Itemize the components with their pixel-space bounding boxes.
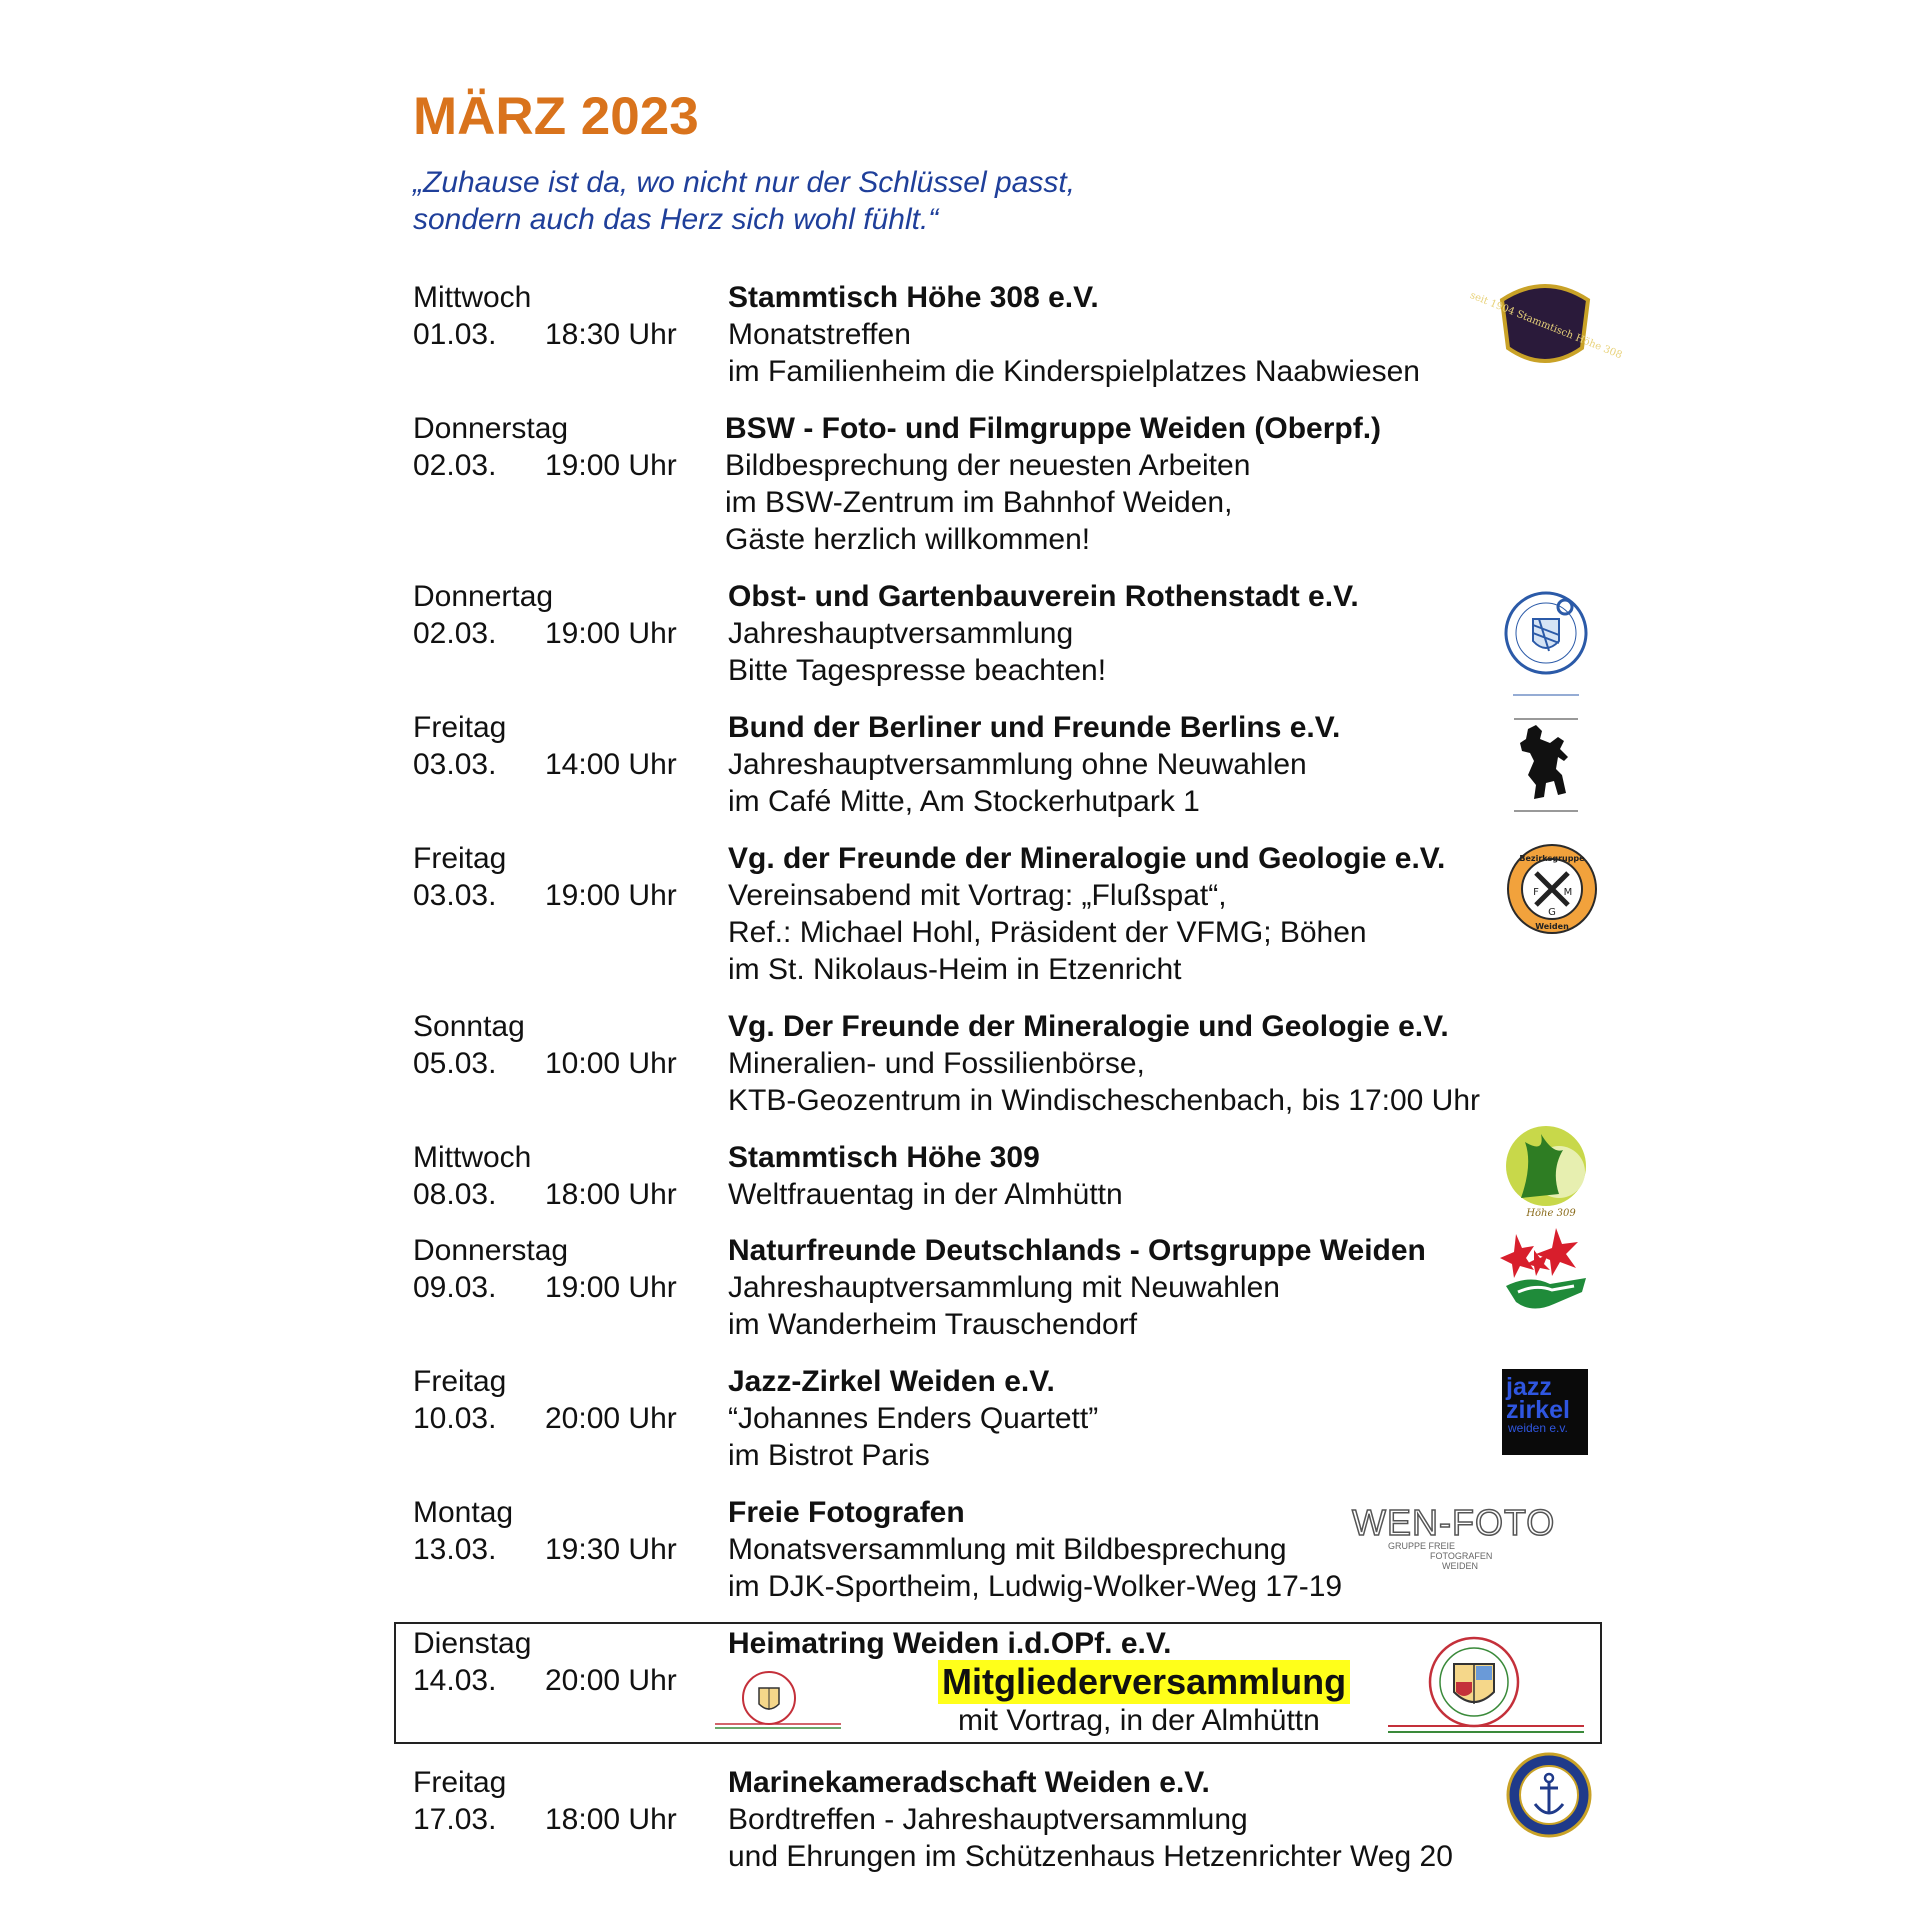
event-date: 14.03. xyxy=(413,1664,497,1697)
event-date: 10.03. xyxy=(413,1402,497,1435)
event-day: Freitag xyxy=(413,1365,507,1398)
event-detail: im St. Nikolaus-Heim in Etzenricht xyxy=(728,953,1182,986)
event-day: Dienstag xyxy=(413,1627,532,1660)
event-time: 19:30 Uhr xyxy=(545,1533,677,1566)
event-detail: Bildbesprechung der neuesten Arbeiten xyxy=(725,449,1251,482)
event-detail: Vereinsabend mit Vortrag: „Flußspat“, xyxy=(728,879,1227,912)
event-day: Mittwoch xyxy=(413,281,532,314)
event-detail: Mineralien- und Fossilienbörse, xyxy=(728,1047,1145,1080)
event-time: 19:00 Uhr xyxy=(545,879,677,912)
logo-text: G xyxy=(1548,907,1556,918)
event-day: Mittwoch xyxy=(413,1141,532,1174)
event-time: 20:00 Uhr xyxy=(545,1402,677,1435)
event-date: 03.03. xyxy=(413,879,497,912)
logo-text: seit 1904 Stammtisch Höhe 308 xyxy=(1468,290,1624,362)
event-organizer: Heimatring Weiden i.d.OPf. e.V. xyxy=(728,1627,1172,1660)
ogv-logo xyxy=(1503,585,1589,707)
event-organizer: Bund der Berliner und Freunde Berlins e.V. xyxy=(728,711,1341,744)
event-detail: Weltfrauentag in der Almhüttn xyxy=(728,1178,1123,1211)
event-organizer: Marinekameradschaft Weiden e.V. xyxy=(728,1766,1210,1799)
logo-text: GRUPPE FREIE xyxy=(1388,1541,1456,1551)
event-day: Donnerstag xyxy=(413,412,569,445)
naturfreunde-logo xyxy=(1500,1224,1592,1316)
event-time: 18:00 Uhr xyxy=(545,1178,677,1211)
event-detail: Monatsversammlung mit Bildbesprechung xyxy=(728,1533,1287,1566)
event-day: Freitag xyxy=(413,711,507,744)
quote-line-2: sondern auch das Herz sich wohl fühlt.“ xyxy=(413,203,939,236)
logo-text: FOTOGRAFEN xyxy=(1430,1551,1493,1561)
event-organizer: Vg. der Freunde der Mineralogie und Geologie e.V. xyxy=(728,842,1446,875)
event-day: Freitag xyxy=(413,842,507,875)
event-detail: mit Vortrag, in der Almhüttn xyxy=(958,1704,1320,1737)
event-time: 18:30 Uhr xyxy=(545,318,677,351)
logo-text: Weiden xyxy=(1535,922,1569,931)
vfmg-logo xyxy=(1506,843,1598,935)
event-time: 10:00 Uhr xyxy=(545,1047,677,1080)
event-organizer: Vg. Der Freunde der Mineralogie und Geologie e.V. xyxy=(728,1010,1449,1043)
event-detail: im Café Mitte, Am Stockerhutpark 1 xyxy=(728,785,1200,818)
event-day: Donnertag xyxy=(413,580,554,613)
event-date: 02.03. xyxy=(413,617,497,650)
event-time: 20:00 Uhr xyxy=(545,1664,677,1697)
event-time: 19:00 Uhr xyxy=(545,449,677,482)
event-day: Montag xyxy=(413,1496,514,1529)
logo-text: F xyxy=(1533,887,1539,898)
event-detail: im Bistrot Paris xyxy=(728,1439,930,1472)
event-day: Sonntag xyxy=(413,1010,525,1043)
event-detail: im Wanderheim Trauschendorf xyxy=(728,1308,1138,1341)
event-detail: und Ehrungen im Schützenhaus Hetzenrichter Weg 20 xyxy=(728,1840,1453,1873)
event-time: 18:00 Uhr xyxy=(545,1803,677,1836)
logo-text: WEN-FOTO xyxy=(1352,1502,1556,1543)
logo-text: WEIDEN xyxy=(1442,1561,1478,1571)
page-title: MÄRZ 2023 xyxy=(413,87,699,146)
logo-text: zirkel xyxy=(1506,1396,1570,1424)
anchor-icon xyxy=(1506,1752,1592,1838)
event-date: 09.03. xyxy=(413,1271,497,1304)
event-detail: im Familienheim die Kinderspielplatzes Naabwiesen xyxy=(728,355,1420,388)
event-date: 03.03. xyxy=(413,748,497,781)
logo-text: weiden e.v. xyxy=(1508,1421,1568,1435)
event-time: 19:00 Uhr xyxy=(545,617,677,650)
quote xyxy=(413,164,1075,238)
heimatring-emblem-small xyxy=(715,1670,841,1732)
logo-text: Bezirksgruppe xyxy=(1519,854,1585,863)
event-date: 08.03. xyxy=(413,1178,497,1211)
event-time: 14:00 Uhr xyxy=(545,748,677,781)
event-organizer: Obst- und Gartenbauverein Rothenstadt e.V. xyxy=(728,580,1359,613)
heimatring-emblem-large xyxy=(1388,1636,1584,1736)
event-date: 17.03. xyxy=(413,1803,497,1836)
hoehe-309-logo xyxy=(1503,1124,1589,1220)
event-detail: im DJK-Sportheim, Ludwig-Wolker-Weg 17-19 xyxy=(728,1570,1343,1603)
stammtisch-308-logo xyxy=(1468,278,1624,368)
event-day: Donnerstag xyxy=(413,1234,569,1267)
event-detail: “Johannes Enders Quartett” xyxy=(728,1402,1099,1435)
event-detail: im BSW-Zentrum im Bahnhof Weiden, xyxy=(725,486,1233,519)
event-detail: Jahreshauptversammlung ohne Neuwahlen xyxy=(728,748,1307,781)
event-detail: Bordtreffen - Jahreshauptversammlung xyxy=(728,1803,1248,1836)
event-detail: Jahreshauptversammlung xyxy=(728,617,1074,650)
wen-foto-logo xyxy=(1352,1502,1592,1571)
event-time: 19:00 Uhr xyxy=(545,1271,677,1304)
quote-line-1: „Zuhause ist da, wo nicht nur der Schlüssel passt, xyxy=(413,166,1075,199)
event-organizer: Stammtisch Höhe 309 xyxy=(728,1141,1040,1174)
event-detail: KTB-Geozentrum in Windischeschenbach, bis 17:00 Uhr xyxy=(728,1084,1481,1117)
event-detail: Bitte Tagespresse beachten! xyxy=(728,654,1107,687)
event-detail: Jahreshauptversammlung mit Neuwahlen xyxy=(728,1271,1280,1304)
event-date: 02.03. xyxy=(413,449,497,482)
event-organizer: Stammtisch Höhe 308 e.V. xyxy=(728,281,1099,314)
event-date: 05.03. xyxy=(413,1047,497,1080)
event-date: 01.03. xyxy=(413,318,497,351)
berlin-bear-icon xyxy=(1506,713,1586,817)
jazz-zirkel-logo xyxy=(1502,1369,1588,1455)
event-organizer: Naturfreunde Deutschlands - Ortsgruppe Weiden xyxy=(728,1234,1426,1267)
event-detail: Gäste herzlich willkommen! xyxy=(725,523,1091,556)
event-date: 13.03. xyxy=(413,1533,497,1566)
logo-text: jazz xyxy=(1506,1373,1552,1401)
logo-text: Höhe 309 xyxy=(1526,1208,1576,1219)
event-day: Freitag xyxy=(413,1766,507,1799)
logo-text: M xyxy=(1563,887,1573,898)
event-organizer: Jazz-Zirkel Weiden e.V. xyxy=(728,1365,1055,1398)
highlight-mitgliederversammlung: Mitgliederversammlung xyxy=(938,1660,1350,1704)
event-detail: Monatstreffen xyxy=(728,318,911,351)
event-organizer: Freie Fotografen xyxy=(728,1496,965,1529)
event-detail: Ref.: Michael Hohl, Präsident der VFMG; Böhen xyxy=(728,916,1367,949)
event-organizer: BSW - Foto- und Filmgruppe Weiden (Oberpf.) xyxy=(725,412,1382,445)
